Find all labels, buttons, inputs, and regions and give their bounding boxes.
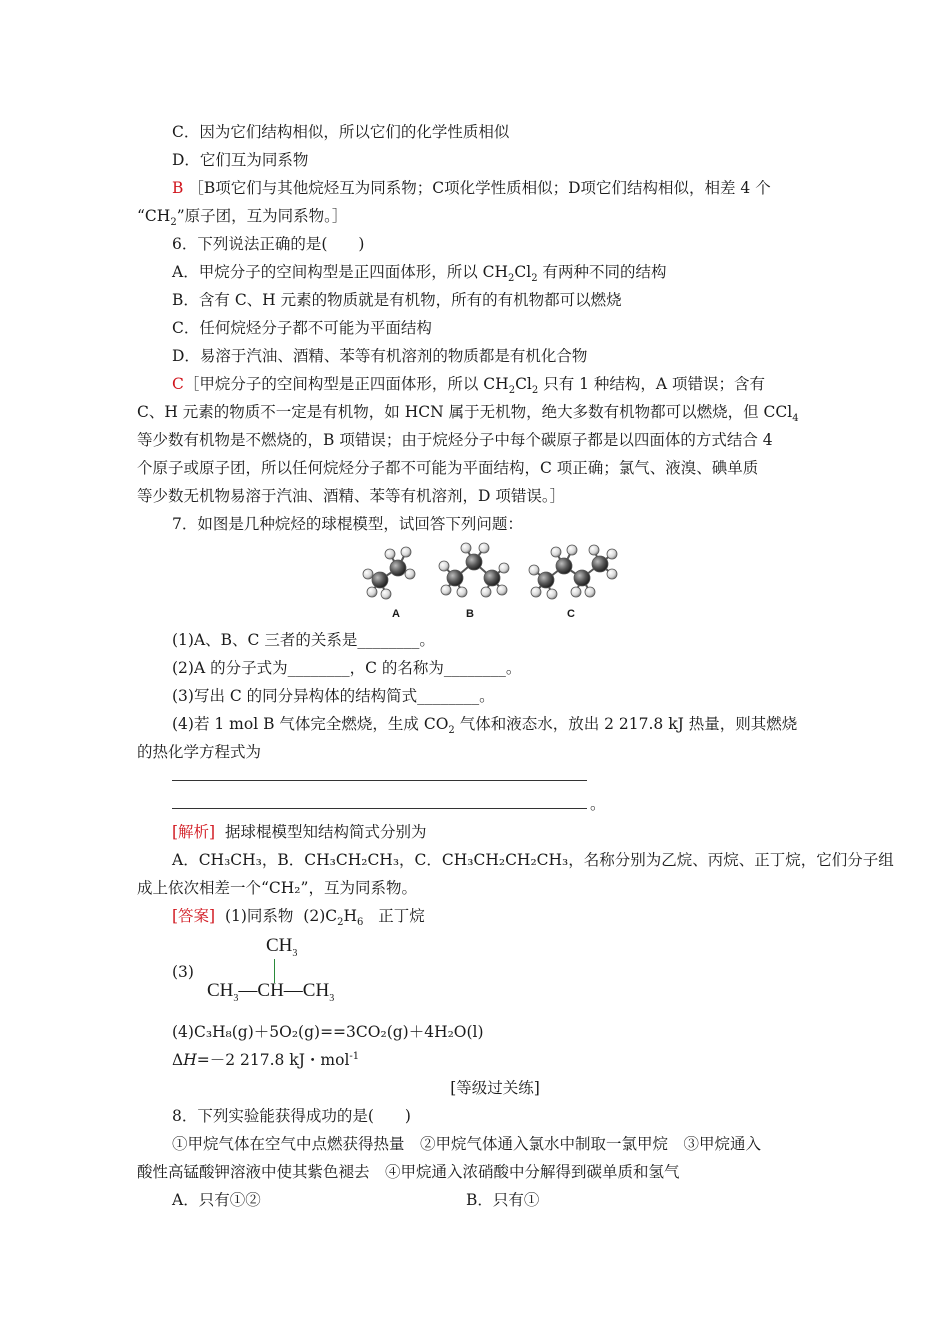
struct-main-chain bbox=[207, 980, 334, 1002]
q6-explanation-line1 bbox=[172, 374, 766, 397]
q7-stem: 7．如图是几种烷烃的球棍模型，试回答下列问题： bbox=[172, 515, 523, 533]
q6-exp2-pre: C、H 元素的物质不一定是有机物，如 HCN 属于无机物，绝大多数有机物都可以燃烧，但 CCl bbox=[137, 403, 793, 421]
q5-exp2-pre: “CH bbox=[137, 207, 171, 225]
analysis-line2: A．CH₃CH₃，B．CH₃CH₂CH₃，C．CH₃CH₂CH₂CH₃，名称分别为乙烷、丙烷、正丁烷，它们分子组 bbox=[172, 851, 894, 869]
analysis-text: 据球棍模型知结构简式分别为 bbox=[224, 823, 427, 841]
q7-sub4-line1 bbox=[172, 714, 798, 737]
q5-explanation-line2 bbox=[137, 206, 348, 229]
alkane-models-svg bbox=[360, 540, 630, 610]
q6-option-c: C．任何烷烃分子都不可能为平面结构 bbox=[172, 319, 432, 337]
answer-4-equation: (4)C₃H₈(g)＋5O₂(g)==3CO₂(g)＋4H₂O(l) bbox=[172, 1023, 484, 1041]
analysis-label: [解析] bbox=[172, 823, 216, 841]
q5-option-d: D．它们互为同系物 bbox=[172, 151, 309, 169]
q6-a-mid: Cl bbox=[514, 263, 532, 281]
model-label-b: B bbox=[466, 608, 474, 620]
q6-answer-letter: C bbox=[172, 375, 184, 393]
q6-a-post: 有两种不同的结构 bbox=[537, 263, 667, 281]
q8-line2: 酸性高锰酸钾溶液中使其紫色褪去 ④甲烷通入浓硝酸中分解得到碳单质和氢气 bbox=[137, 1163, 680, 1181]
q6-explanation-line2 bbox=[137, 402, 799, 425]
section-title: [等级过关练] bbox=[450, 1079, 540, 1097]
dh-delta: Δ bbox=[172, 1051, 184, 1069]
q5-explanation-line1 bbox=[172, 178, 771, 198]
q8-line1: ①甲烷气体在空气中点燃获得热量 ②甲烷气体通入氯水中制取一氯甲烷 ③甲烷通入 bbox=[172, 1135, 762, 1153]
answer-blank-line-2 bbox=[172, 808, 587, 809]
q6-exp2-sub: 4 bbox=[792, 413, 799, 425]
q5-explanation-text: ［B项它们与其他烷烃互为同系物；C项化学性质相似；D项它们结构相似，相差 4 个 bbox=[188, 179, 771, 197]
q5-answer-letter: B bbox=[172, 179, 184, 197]
answer-4-enthalpy bbox=[172, 1050, 359, 1070]
struct-left-ch: CH bbox=[207, 980, 234, 1001]
answer-2-name: 正丁烷 bbox=[378, 907, 425, 925]
q6-option-d: D．易溶于汽油、酒精、苯等有机溶剂的物质都是有机化合物 bbox=[172, 347, 588, 365]
q5-exp2-post: ”原子团，互为同系物。］ bbox=[176, 207, 348, 225]
q7-sub4-line2: 的热化学方程式为 bbox=[137, 743, 262, 761]
q6-option-a bbox=[172, 262, 667, 285]
q6-exp1-sub2: 2 bbox=[531, 385, 539, 397]
q6-a-sub2: 2 bbox=[531, 273, 538, 285]
q6-explanation-line4: 个原子或原子团，所以任何烷烃分子都不可能为平面结构，C 项正确；氯气、液溴、碘单质 bbox=[137, 459, 759, 477]
q7-sub4-sub: 2 bbox=[448, 725, 455, 737]
q6-exp1-sub1: 2 bbox=[508, 385, 516, 397]
q6-a-sub1: 2 bbox=[508, 273, 515, 285]
dh-sup: -1 bbox=[349, 1050, 360, 1062]
model-label-c: C bbox=[567, 608, 575, 620]
answer-2-sub1: 2 bbox=[337, 917, 344, 929]
answer-2-mid: H bbox=[343, 907, 358, 925]
analysis-line3: 成上依次相差一个“CH₂”，互为同系物。 bbox=[137, 879, 417, 897]
struct-top-sub: 3 bbox=[292, 947, 298, 959]
q6-exp1-mid: Cl bbox=[515, 375, 532, 393]
q7-sub4-pre: (4)若 1 mol B 气体完全燃烧，生成 CO bbox=[172, 715, 449, 733]
answer-line bbox=[172, 906, 425, 929]
answer-blank-line-1 bbox=[172, 780, 587, 781]
q5-option-c: C．因为它们结构相似，所以它们的化学性质相似 bbox=[172, 123, 510, 141]
q6-a-pre: A．甲烷分子的空间构型是正四面体形，所以 CH bbox=[172, 263, 508, 281]
struct-top-ch: CH bbox=[266, 935, 293, 956]
q6-option-b: B．含有 C、H 元素的物质就是有机物，所有的有机物都可以燃烧 bbox=[172, 291, 622, 309]
dh-value: =－2 217.8 kJ・mol bbox=[196, 1051, 350, 1069]
q7-sub2: (2)A 的分子式为________，C 的名称为________。 bbox=[172, 659, 522, 677]
struct-mid: —CH—CH bbox=[238, 980, 330, 1001]
q6-explanation-line5: 等少数无机物易溶于汽油、酒精、苯等有机溶剂，D 项错误。］ bbox=[137, 487, 566, 505]
q7-sub3: (3)写出 C 的同分异构体的结构简式________。 bbox=[172, 687, 495, 705]
q7-sub4-post: 气体和液态水，放出 2 217.8 kJ 热量，则其燃烧 bbox=[454, 715, 798, 733]
q8-stem: 8．下列实验能获得成功的是( ) bbox=[172, 1107, 411, 1125]
answer-3-label: (3) bbox=[172, 963, 194, 981]
analysis-line1 bbox=[172, 822, 426, 842]
q8-option-a: A．只有①② bbox=[172, 1191, 261, 1209]
q5-exp2-sub: 2 bbox=[170, 217, 177, 229]
ball-stick-models-figure bbox=[360, 540, 630, 625]
q6-exp1-post: 只有 1 种结构，A 项错误；含有 bbox=[538, 375, 766, 393]
struct-top-ch3 bbox=[266, 935, 297, 957]
model-label-a: A bbox=[392, 608, 400, 620]
q6-exp1-pre: ［甲烷分子的空间构型是正四面体形，所以 CH bbox=[183, 375, 509, 393]
q6-explanation-line3: 等少数有机物是不燃烧的，B 项错误；由于烷烃分子中每个碳原子都是以四面体的方式结合 4 bbox=[137, 431, 773, 449]
struct-right-sub: 3 bbox=[329, 992, 335, 1004]
blank-end-period: 。 bbox=[590, 795, 606, 813]
answer-2-sub2: 6 bbox=[357, 917, 364, 929]
q7-sub1: (1)A、B、C 三者的关系是________。 bbox=[172, 631, 435, 649]
q6-stem: 6．下列说法正确的是( ) bbox=[172, 235, 365, 253]
answer-label: [答案] bbox=[172, 907, 216, 925]
struct-left-sub: 3 bbox=[233, 992, 239, 1004]
q8-option-b: B．只有① bbox=[466, 1191, 540, 1209]
answer-2-pre: (2)C bbox=[303, 907, 338, 925]
answer-1: (1)同系物 bbox=[224, 907, 294, 925]
dh-h: H bbox=[183, 1051, 197, 1069]
